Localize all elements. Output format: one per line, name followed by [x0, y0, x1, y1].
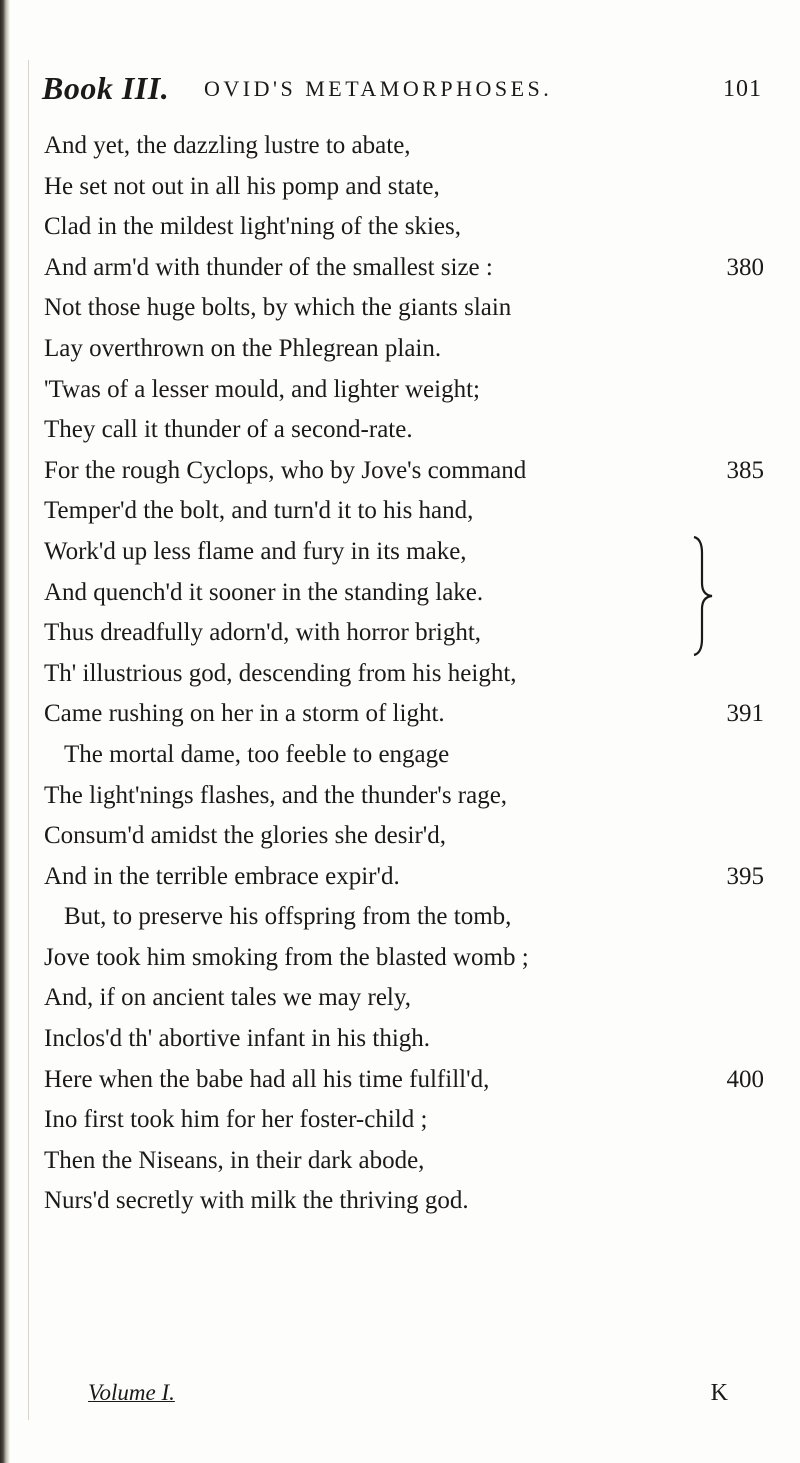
page-number: 101: [723, 76, 762, 102]
poem-line: [44, 654, 764, 695]
poem-line: [44, 735, 764, 776]
poem-line: [44, 694, 764, 735]
running-header: [42, 70, 762, 114]
poem-line: [44, 573, 764, 614]
poem-line-text: And yet, the dazzling lustre to abate,: [44, 132, 411, 159]
poem-line-text: Then the Niseans, in their dark abode,: [44, 1146, 425, 1174]
poem-line-text: And in the terrible embrace expir'd.: [44, 862, 400, 890]
poem-line: [44, 288, 764, 329]
poem-line: [44, 1181, 764, 1222]
poem-line: [44, 491, 764, 532]
poem-line-text: For the rough Cyclops, who by Jove's command: [44, 456, 527, 484]
poem-line-text: 'Twas of a lesser mould, and lighter weight;: [44, 375, 480, 403]
book-label: Book III.: [42, 70, 170, 106]
poem-line: [44, 167, 764, 208]
poem-line-text: Jove took him smoking from the blasted womb ;: [44, 943, 529, 971]
poem-line: [44, 613, 764, 654]
poem-line: [44, 857, 764, 898]
poem-line: [44, 1100, 764, 1141]
poem-line-text: Lay overthrown on the Phlegrean plain.: [44, 334, 442, 362]
poem-line-text: And, if on ancient tales we may rely,: [44, 984, 412, 1012]
poem-line-text: Th' illustrious god, descending from his height,: [44, 659, 517, 687]
poem-line-text: The mortal dame, too feeble to engage: [64, 740, 450, 768]
poem-line-text: Came rushing on her in a storm of light.: [44, 700, 445, 728]
poem-line: [44, 451, 764, 492]
poem-line-text: Ino first took him for her foster-child ;: [44, 1106, 428, 1134]
poem-line: [44, 207, 764, 248]
poem-line-text: But, to preserve his offspring from the tomb,: [64, 903, 512, 931]
poem-line: [44, 1019, 764, 1060]
poem-line: [44, 410, 764, 451]
signature-mark: K: [710, 1380, 728, 1406]
line-number: 395: [726, 862, 764, 890]
line-number: 385: [726, 456, 764, 484]
poem-line-text: He set not out in all his pomp and state,: [44, 172, 440, 200]
line-number: 380: [726, 253, 764, 281]
page-footer: [88, 1380, 728, 1420]
line-number: 391: [726, 700, 764, 728]
poem-line-text: Clad in the mildest light'ning of the skies,: [44, 213, 461, 241]
poem-line-text: Temper'd the bolt, and turn'd it to his hand,: [44, 497, 474, 525]
poem-line: [44, 816, 764, 857]
poem-line-text: Nurs'd secretly with milk the thriving god.: [44, 1187, 469, 1215]
poem-line-text: Here when the babe had all his time fulfill'd,: [44, 1065, 490, 1093]
page-gutter-line: [28, 60, 29, 1420]
poem-line: [44, 532, 764, 573]
poem-line: [44, 126, 764, 167]
poem-line-text: Thus dreadfully adorn'd, with horror bright,: [44, 619, 482, 647]
triplet-brace: [690, 535, 714, 657]
poem-line: [44, 938, 764, 979]
poem-line-text: Inclos'd th' abortive infant in his thigh.: [44, 1025, 431, 1053]
poem-line: [44, 248, 764, 289]
poem-line: [44, 370, 764, 411]
poem-line-text: The light'nings flashes, and the thunder's rage,: [44, 781, 508, 809]
poem-line-text: And arm'd with thunder of the smallest size :: [44, 253, 493, 281]
poem-line: [44, 978, 764, 1019]
poem-line-text: And quench'd it sooner in the standing lake.: [44, 578, 484, 606]
poem-line-text: Consum'd amidst the glories she desir'd,: [44, 822, 447, 850]
poem-line: [44, 1141, 764, 1182]
poem-line: [44, 776, 764, 817]
poem-line-text: Not those huge bolts, by which the giants slain: [44, 294, 512, 322]
page-binding-edge: [0, 0, 10, 1463]
poem-line: [44, 1060, 764, 1101]
poem-text: [44, 126, 764, 1222]
line-number: 400: [726, 1065, 764, 1093]
volume-label: Volume I.: [88, 1380, 175, 1405]
poem-line: [44, 897, 764, 938]
running-title: OVID'S METAMORPHOSES.: [204, 76, 553, 101]
poem-line-text: They call it thunder of a second-rate.: [44, 416, 413, 444]
poem-line-text: Work'd up less flame and fury in its make,: [44, 537, 467, 565]
poem-line: [44, 329, 764, 370]
